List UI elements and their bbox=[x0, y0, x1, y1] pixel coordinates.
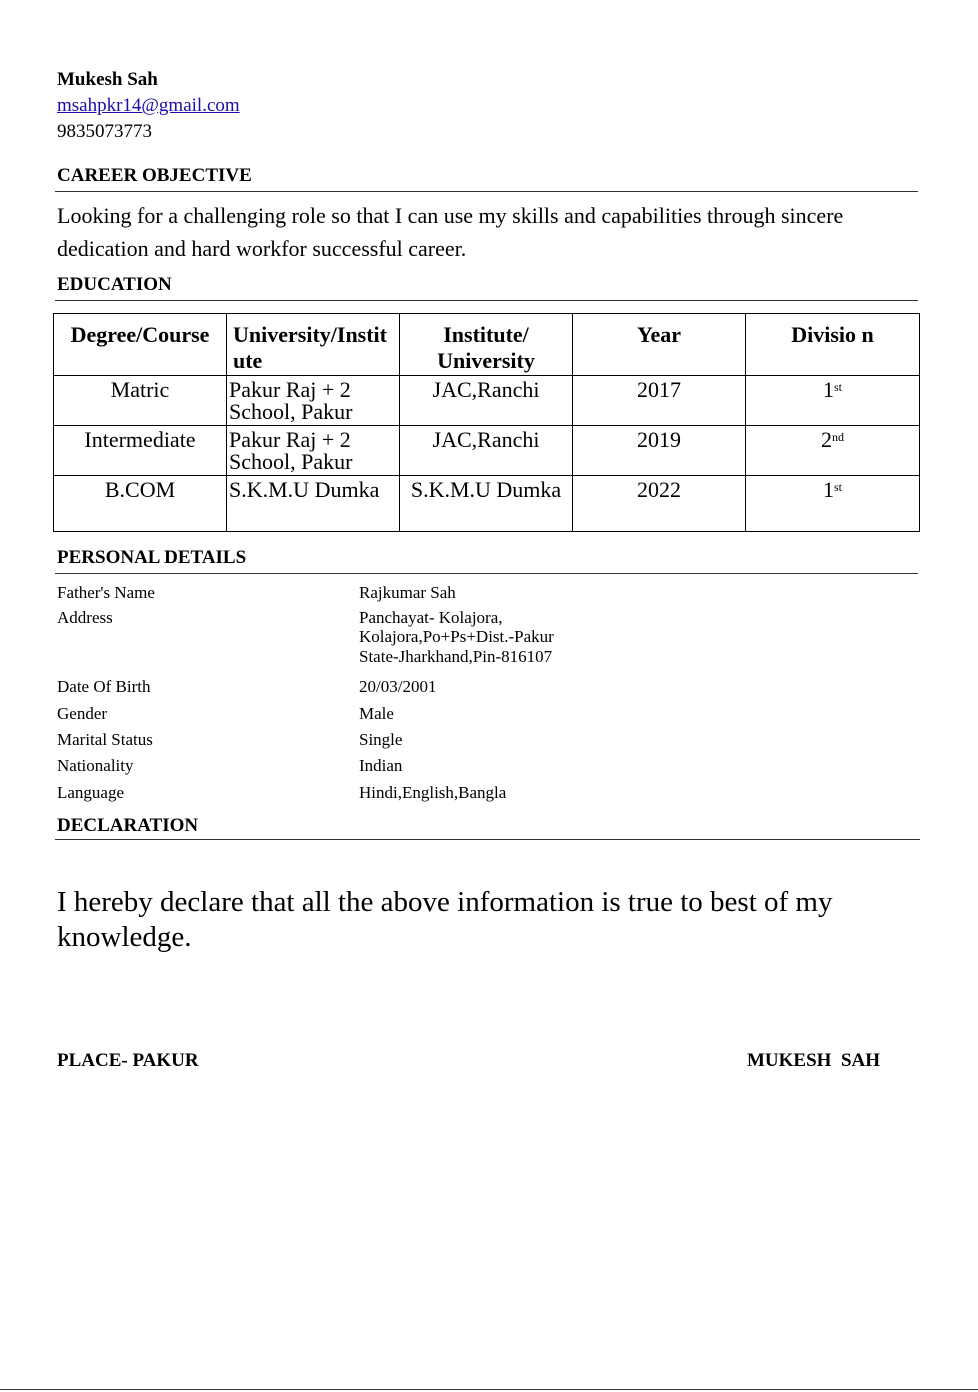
nationality-label: Nationality bbox=[57, 756, 134, 775]
place-label: PLACE- PAKUR bbox=[57, 1050, 199, 1071]
table-header-row bbox=[54, 314, 920, 376]
language-value: Hindi,English,Bangla bbox=[359, 783, 507, 802]
year-cell: 2019 bbox=[573, 426, 746, 476]
address-line-1: Panchayat- Kolajora, bbox=[359, 608, 503, 627]
language-label: Language bbox=[57, 783, 125, 802]
gender-value: Male bbox=[359, 704, 394, 723]
division-cell bbox=[746, 376, 920, 426]
degree-cell: B.COM bbox=[54, 476, 227, 532]
column-header-division: Divisio n bbox=[746, 314, 920, 376]
marital-status-label: Marital Status bbox=[57, 730, 153, 749]
table-row bbox=[54, 376, 920, 426]
email-link[interactable]: msahpkr14@gmail.com bbox=[57, 95, 240, 116]
school-cell: Pakur Raj + 2 School, Pakur bbox=[227, 376, 400, 426]
school-cell: Pakur Raj + 2 School, Pakur bbox=[227, 426, 400, 476]
column-header-institute: Institute/ University bbox=[400, 314, 573, 376]
marital-status-value: Single bbox=[359, 730, 403, 749]
year-cell: 2022 bbox=[573, 476, 746, 532]
section-divider bbox=[55, 191, 918, 192]
column-header-degree: Degree/Course bbox=[54, 314, 227, 376]
division-ordinal: st bbox=[833, 380, 842, 394]
education-heading: EDUCATION bbox=[57, 274, 172, 295]
nationality-value: Indian bbox=[359, 756, 403, 775]
degree-cell: Matric bbox=[54, 376, 227, 426]
applicant-name: Mukesh Sah bbox=[57, 69, 158, 90]
division-value: 2 bbox=[821, 427, 832, 452]
dob-value: 20/03/2001 bbox=[359, 677, 437, 696]
table-row bbox=[54, 476, 920, 532]
division-ordinal: st bbox=[833, 480, 842, 494]
division-cell bbox=[746, 476, 920, 532]
board-cell: S.K.M.U Dumka bbox=[400, 476, 573, 532]
declaration-heading: DECLARATION bbox=[57, 815, 199, 836]
education-table bbox=[53, 313, 920, 532]
career-objective-heading: CAREER OBJECTIVE bbox=[57, 165, 252, 186]
table-row bbox=[54, 426, 920, 476]
board-cell: JAC,Ranchi bbox=[400, 426, 573, 476]
declaration-text: I hereby declare that all the above information is true to best of my knowledge. bbox=[57, 886, 833, 953]
page-bottom-border bbox=[0, 1389, 978, 1390]
dob-label: Date Of Birth bbox=[57, 677, 151, 696]
division-cell bbox=[746, 426, 920, 476]
career-objective-text: Looking for a challenging role so that I can use my skills and capabilities through sincere dedication and hard workfor successful career. bbox=[57, 203, 844, 261]
column-header-university: University/Instit ute bbox=[227, 314, 400, 376]
address-label: Address bbox=[57, 608, 113, 627]
division-ordinal: nd bbox=[832, 430, 844, 444]
section-divider bbox=[55, 839, 920, 840]
board-cell: JAC,Ranchi bbox=[400, 376, 573, 426]
fathers-name-label: Father's Name bbox=[57, 583, 155, 602]
division-value: 1 bbox=[822, 377, 834, 402]
division-value: 1 bbox=[822, 477, 834, 502]
fathers-name-value: Rajkumar Sah bbox=[359, 583, 456, 602]
school-cell: S.K.M.U Dumka bbox=[227, 476, 400, 532]
address-line-3: State-Jharkhand,Pin-816107 bbox=[359, 647, 553, 666]
address-line-2: Kolajora,Po+Ps+Dist.-Pakur bbox=[359, 627, 554, 646]
column-header-year: Year bbox=[573, 314, 746, 376]
section-divider bbox=[55, 300, 918, 301]
gender-label: Gender bbox=[57, 704, 108, 723]
phone-number: 9835073773 bbox=[57, 121, 152, 142]
personal-details-heading: PERSONAL DETAILS bbox=[57, 547, 247, 568]
year-cell: 2017 bbox=[573, 376, 746, 426]
section-divider bbox=[55, 573, 918, 574]
signature-name: MUKESH SAH bbox=[747, 1050, 881, 1071]
degree-cell: Intermediate bbox=[54, 426, 227, 476]
